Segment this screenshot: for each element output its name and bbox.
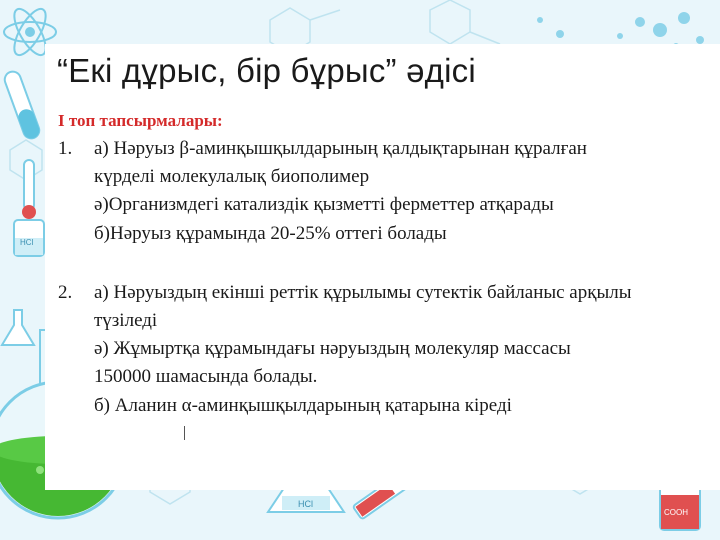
- item-1-line-4: б)Нәруыз құрамында 20-25% оттегі болады: [94, 223, 447, 244]
- beaker-icon: [14, 220, 44, 256]
- item-2-line-2: түзіледі: [94, 310, 158, 331]
- item-1-line-1: а) Нәруыз β-аминқышқылдарының қалдықтарынан құралған: [94, 138, 587, 159]
- thermometer-icon: [22, 160, 36, 219]
- item-2-line-5: б) Аланин α-аминқышқылдарының қатарына кіреді: [94, 395, 512, 416]
- item-number-2: 2.: [58, 282, 73, 303]
- svg-text:HCl: HCl: [20, 238, 34, 247]
- item-number-1: 1.: [58, 138, 73, 159]
- slide-title: “Екі дұрыс, бір бұрыс” әдісі: [57, 52, 476, 89]
- item-2-line-1: а) Нәруыздың екінші реттік құрылымы сутектік байланыс арқылы: [94, 282, 632, 303]
- svg-text:HCl: HCl: [298, 499, 313, 509]
- item-2-line-4: 150000 шамасында болады.: [94, 366, 318, 387]
- group-tasks-heading: I топ тапсырмалары:: [58, 111, 223, 130]
- item-1-line-3: ә)Организмдегі катализдік қызметті ферметтер атқарады: [94, 194, 554, 215]
- item-2-line-3: ә) Жұмыртқа құрамындағы нәруыздың молекуляр массасы: [94, 338, 571, 359]
- text-cursor: [184, 426, 185, 440]
- item-1-line-2: күрделі молекулалық биополимер: [94, 166, 370, 187]
- svg-text:COOH: COOH: [664, 508, 688, 517]
